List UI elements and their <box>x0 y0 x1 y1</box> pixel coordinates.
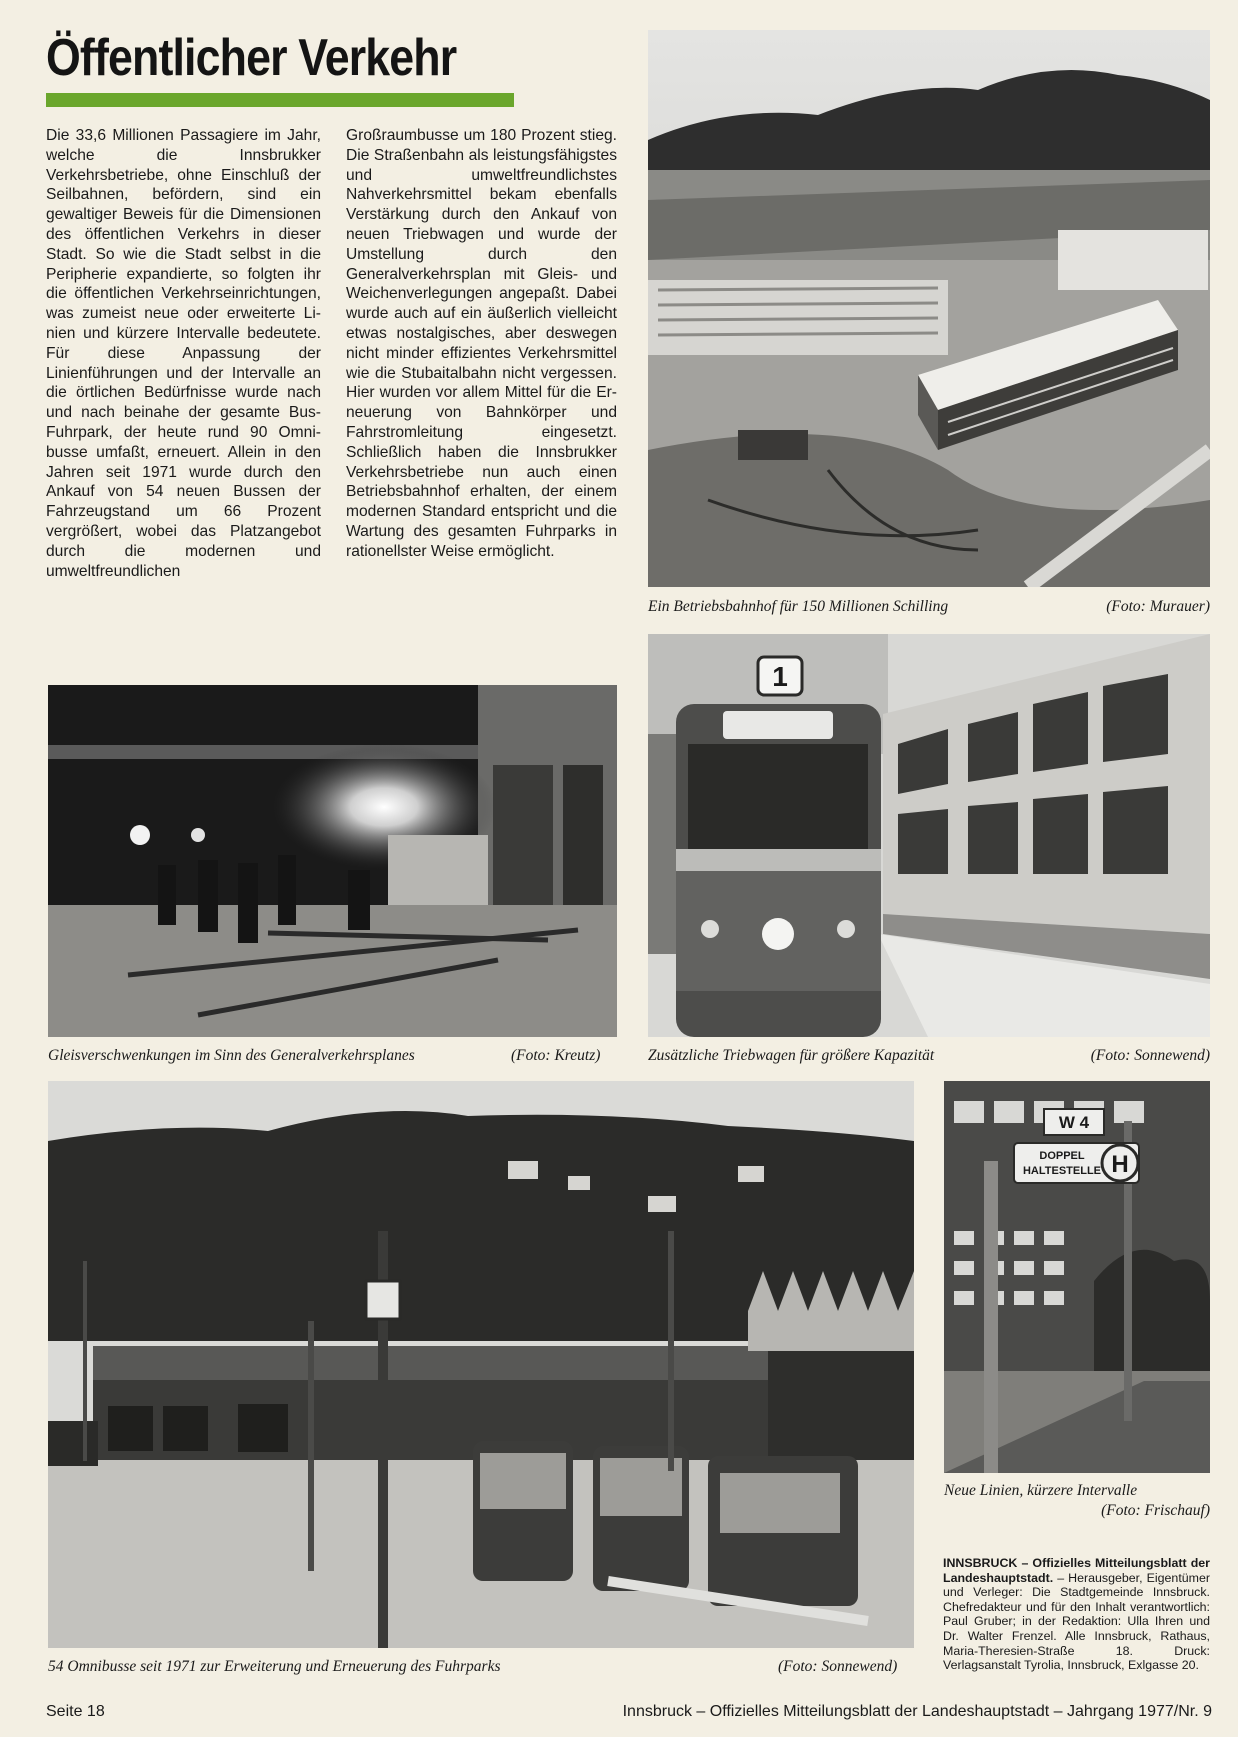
imprint-heading: INNSBRUCK – Offizielles Mitteilungsblatt der Landeshauptstadt. <box>943 1556 1210 1585</box>
photo-buses <box>48 1081 914 1648</box>
imprint-box <box>943 1556 1210 1673</box>
imprint-body: – Herausgeber, Eigentümer und Verleger: Die Stadtgemeinde Innsbruck. Chefredakteur und für den Inhalt verantwortlich: Paul Gruber; in der Redaktion: Ulla Ihren und Dr. Walter Frenzel. Alle Innsbruck, Rathaus, Maria-Theresien-Straße 18. Druck: Verlagsanstalt Tyrolia, Innsbruck, Exlgasse 20. <box>943 1570 1210 1673</box>
stop-sign-line: W 4 <box>1058 1113 1090 1132</box>
photo-depot <box>648 30 1210 587</box>
photo-buses-caption: 54 Omnibusse seit 1971 zur Erweiterung und Erneuerung des Fuhrparks <box>48 1658 501 1675</box>
photo-tram-caption: Zusätzliche Triebwagen für größere Kapazität <box>648 1047 935 1064</box>
stop-sign-text2: HALTESTELLE <box>1022 1165 1102 1177</box>
tram-route-number: 1 <box>772 661 788 692</box>
photo-tracks <box>48 685 617 1037</box>
article-title: Öffentlicher Verkehr <box>46 29 457 87</box>
photo-buses-credit: (Foto: Sonnewend) <box>778 1658 898 1675</box>
title-underline <box>46 93 514 107</box>
photo-stop <box>944 1081 1210 1473</box>
publication-footer: Innsbruck – Offizielles Mitteilungsblatt der Landeshauptstadt – Jahrgang 1977/Nr. 9 <box>622 1703 1212 1720</box>
page-number: Seite 18 <box>46 1703 105 1720</box>
photo-depot-caption: Ein Betriebsbahnhof für 150 Millionen Schilling <box>648 598 949 615</box>
photo-stop-credit: (Foto: Frischauf) <box>1101 1502 1210 1519</box>
article-column-2: Großraumbusse um 180 Prozent stieg. Die Straßenbahn als leistungsfähigstes und umweltfreundlichstes Nahverkehrsmittel bekam ebenfalls Verstärkung durch den Ankauf von neuen Triebwagen und wurde der Umstellung durch den Generalverkehrsplan mit Gleis- und Weichenverlegungen angepaßt. Dabei wurde auch auf ein äußerlich vielleicht etwas nostalgisches, aber deswegen nicht minder effizientes Verkehrsmittel wie die Stubaitalbahn nicht vergessen. Hier wurden vor allem Mittel für die Erneuerung von Bahnkörper und Fahrstromleitung eingesetzt. Schließlich haben die Innsbrukker Verkehrsbetriebe nun auch einen Betriebsbahnhof erhalten, der einem modernen Standard entspricht und die Wartung des gesamten Fuhrparks in rationellster Weise ermöglicht. <box>346 127 617 560</box>
photo-depot-credit: (Foto: Murauer) <box>1106 598 1210 615</box>
photo-stop-caption: Neue Linien, kürzere Intervalle <box>944 1482 1138 1499</box>
article-column-1: Die 33,6 Millionen Passagiere im Jahr, welche die Innsbrukker Verkehrsbetriebe, ohne Einschluß der Seilbahnen, befördern, sind ein gewaltiger Beweis für die Dimensionen des öffentlichen Verkehrs in dieser Stadt. So wie die Stadt selbst in die Peripherie expandierte, so folgten ihr die öffentlichen Verkehrseinrichtungen, was zumeist neue oder erweiterte Linien und kürzere Intervalle bedeutete. Für diese Anpassung der Linienführungen und der Intervalle an die örtlichen Bedürfnisse wurde nach und nach beinahe der gesamte Bus-Fuhrpark, der heute rund 90 Omnibusse umfaßt, erneuert. Allein in den Jahren seit 1971 wurde durch den Ankauf von 54 neuen Bussen der Fahrzeugstand um 66 Prozent vergrößert, wobei das Platzangebot durch die modernen und umweltfreundlichen <box>46 127 321 580</box>
stop-sign-text1: DOPPEL <box>1039 1150 1085 1162</box>
photo-tracks-credit: (Foto: Kreutz) <box>511 1047 601 1064</box>
photo-tracks-caption: Gleisverschwenkungen im Sinn des Generalverkehrsplanes <box>48 1047 415 1064</box>
photo-tram-credit: (Foto: Sonnewend) <box>1090 1047 1210 1064</box>
photo-tram <box>648 634 1210 1037</box>
stop-sign-letter: H <box>1111 1151 1129 1178</box>
